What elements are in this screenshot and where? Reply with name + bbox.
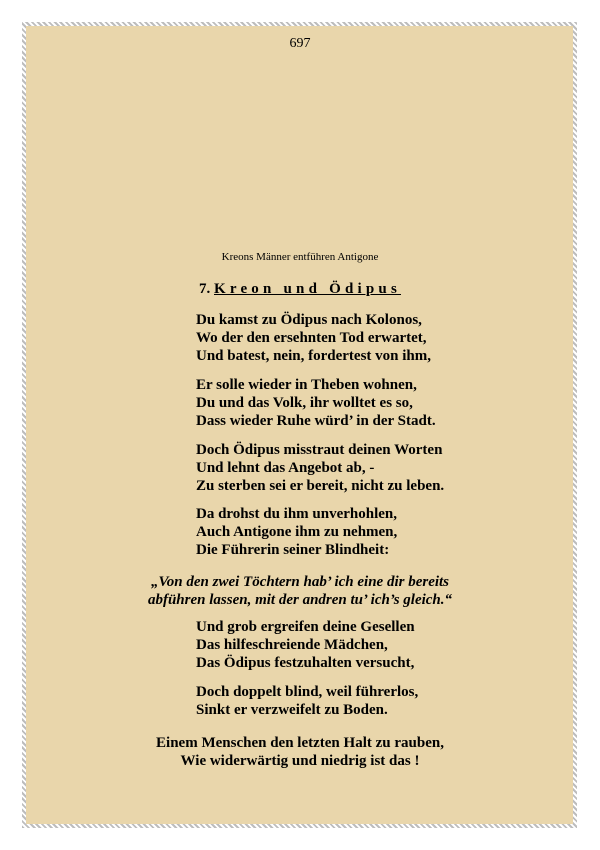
verse-line: Da drohst du ihm unverhohlen, [196, 506, 398, 522]
verse-line: Zu sterben sei er bereit, nicht zu leben. [196, 478, 445, 494]
verse-line: Doch doppelt blind, weil führerlos, [196, 684, 419, 700]
verse-line: Wie widerwärtig und niedrig ist das ! [180, 753, 420, 769]
verse-line: Und grob ergreifen deine Gesellen [196, 619, 415, 635]
stanza-5 [196, 618, 415, 672]
stanza-4 [196, 505, 397, 559]
stanza-2 [196, 376, 436, 430]
stanza-3 [196, 441, 444, 495]
stanza-1 [196, 311, 431, 365]
verse-line: Wo der den ersehnten Tod erwartet, [196, 330, 427, 346]
stanza-6 [196, 683, 418, 719]
quote [0, 573, 600, 609]
poem-number: 7. [199, 281, 211, 297]
verse-line: Und batest, nein, fordertest von ihm, [196, 348, 431, 364]
quote-line: abführen lassen, mit der andren tu’ ich’s gleich.“ [147, 592, 453, 608]
poem-title: Kreon und Ödipus [214, 281, 401, 297]
verse-line: Einem Menschen den letzten Halt zu rauben, [156, 735, 444, 751]
verse-line: Und lehnt das Angebot ab, - [196, 460, 375, 476]
verse-line: Du und das Volk, ihr wolltet es so, [196, 395, 413, 411]
verse-line: Das hilfeschreiende Mädchen, [196, 637, 388, 653]
verse-line: Doch Ödipus misstraut deinen Worten [196, 442, 443, 458]
verse-line: Du kamst zu Ödipus nach Kolonos, [196, 312, 422, 328]
verse-line: Auch Antigone ihm zu nehmen, [196, 524, 398, 540]
verse-line: Das Ödipus festzuhalten versucht, [196, 655, 415, 671]
verse-line: Er solle wieder in Theben wohnen, [196, 377, 417, 393]
poem-heading [0, 281, 600, 298]
verse-line: Sinkt er verzweifelt zu Boden. [196, 702, 388, 718]
verse-line: Dass wieder Ruhe würd’ in der Stadt. [196, 413, 436, 429]
final-stanza [0, 734, 600, 770]
page-number: 697 [289, 36, 311, 51]
quote-line: „Von den zwei Töchtern hab’ ich eine dir bereits [150, 574, 450, 590]
image-caption: Kreons Männer entführen Antigone [221, 251, 379, 263]
verse-line: Die Führerin seiner Blindheit: [196, 542, 390, 558]
